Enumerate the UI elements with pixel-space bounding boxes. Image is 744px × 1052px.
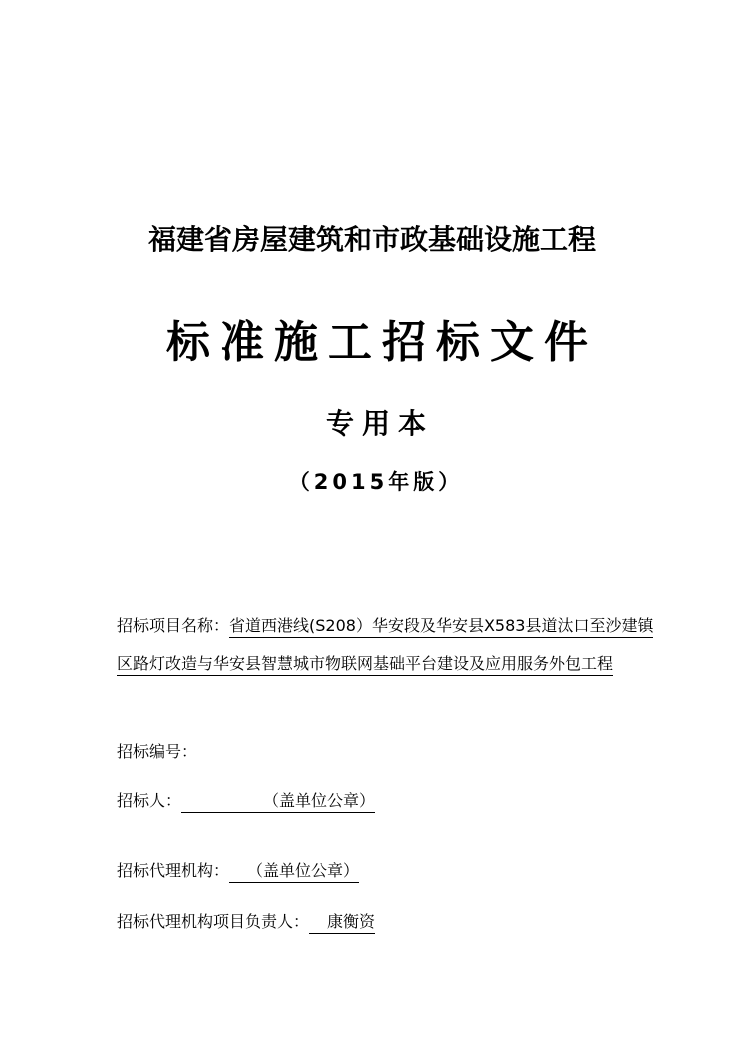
agency-label: 招标代理机构：: [117, 861, 230, 880]
tenderer-label: 招标人：: [117, 791, 182, 810]
tenderer-underline: [181, 790, 375, 813]
agency-lead-underline: [309, 911, 375, 934]
project-name-label: 招标项目名称：: [117, 616, 230, 635]
project-name-line-1: 省道西港线(S208）华安段及华安县X583县道汰口至沙建镇: [229, 615, 653, 638]
agency-lead-label: 招标代理机构项目负责人：: [117, 912, 310, 931]
project-name-row: [117, 614, 653, 638]
document-edition: （2015年版）: [288, 470, 464, 494]
project-name-line-2: 区路灯改造与华安县智慧城市物联网基础平台建设及应用服务外包工程: [117, 653, 613, 676]
document-header-title: 福建省房屋建筑和市政基础设施工程: [147, 223, 596, 256]
tender-code-label: 招标编号：: [117, 742, 198, 761]
tenderer-row: [117, 789, 375, 813]
agency-lead-row: [117, 910, 375, 934]
document-main-title: 标准施工招标文件: [166, 317, 598, 368]
agency-row: [117, 859, 359, 883]
document-subtitle: 专用本: [325, 407, 434, 440]
agency-underline: [229, 860, 359, 883]
agency-lead-name: 康衡资: [327, 912, 376, 931]
project-name-row-2: [117, 652, 613, 676]
tender-code-row: [117, 740, 197, 764]
agency-seal: （盖单位公章）: [247, 861, 360, 880]
tenderer-seal: （盖单位公章）: [263, 791, 376, 810]
